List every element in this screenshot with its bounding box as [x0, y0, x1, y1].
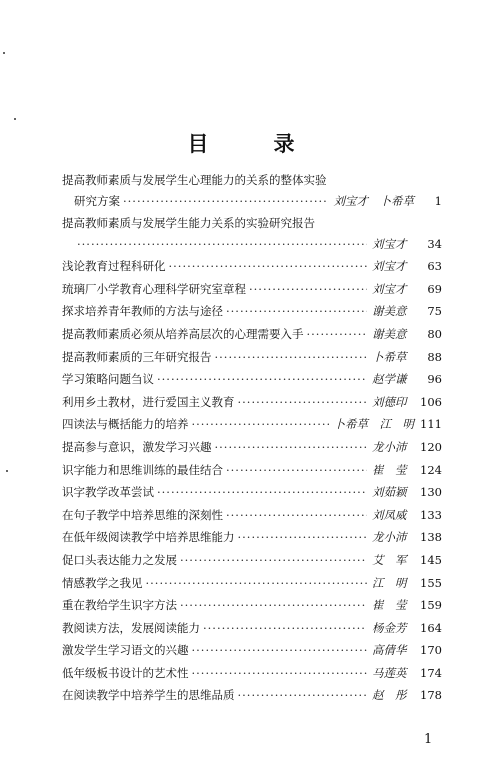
toc-entry-page: 170: [420, 643, 442, 658]
toc-entry-title: 四读法与概括能力的培养: [62, 417, 189, 432]
toc-entry-title: 情感教学之我见: [62, 575, 143, 590]
table-of-contents: [62, 170, 442, 707]
toc-entry-author: 高倩华: [372, 643, 407, 658]
toc-entry-title: 探求培养青年教师的方法与途径: [62, 304, 223, 319]
toc-leader: [215, 436, 368, 459]
toc-entry-author: 崔 莹: [372, 462, 407, 477]
toc-entry-title: 提高教师素质的三年研究报告: [62, 349, 212, 364]
toc-entry-page: 124: [420, 462, 442, 477]
toc-leader: [249, 278, 367, 301]
toc-entry-page: 138: [420, 530, 442, 545]
toc-entry-page: 145: [420, 552, 442, 567]
toc-leader: [238, 684, 368, 707]
toc-entry-author: 刘宝才: [372, 236, 407, 251]
page-number: 1: [424, 732, 433, 747]
toc-entry-author: 谢美意: [372, 304, 407, 319]
toc-entry-title: 激发学生学习语文的兴趣: [62, 643, 189, 658]
toc-entry-title: 学习策略问题刍议: [62, 372, 154, 387]
toc-entry: [62, 391, 442, 414]
toc-leader: [180, 549, 367, 572]
toc-leader: [238, 526, 368, 549]
toc-entry-page: 133: [420, 507, 442, 522]
toc-entry-author: 刘宝才: [372, 259, 407, 274]
toc-entry: [62, 504, 442, 527]
toc-leader: [180, 594, 367, 617]
toc-entry-author: 卜希草 江 明: [333, 417, 414, 432]
toc-entry: [62, 255, 442, 278]
toc-entry: [62, 459, 442, 482]
toc-entry: [62, 213, 442, 233]
toc-entry-page: 34: [427, 236, 442, 251]
toc-entry-title: 低年级板书设计的艺术性: [62, 665, 189, 680]
toc-entry-page: 155: [420, 575, 442, 590]
toc-leader: [169, 255, 368, 278]
toc-entry-title: 在低年级阅读教学中培养思维能力: [62, 530, 235, 545]
toc-leader: [226, 300, 367, 323]
toc-entry-author: 艾 军: [372, 552, 407, 567]
toc-entry: [62, 346, 442, 369]
toc-entry-author: 刘宝才 卜希草: [333, 194, 414, 208]
toc-entry-page: 111: [420, 417, 442, 432]
toc-entry-page: 88: [427, 349, 442, 364]
toc-entry-author: 龙小沛: [372, 530, 407, 545]
toc-entry-author: 刘茹颖: [372, 485, 407, 500]
toc-entry: [62, 639, 442, 662]
toc-entry-author: 刘宝才: [372, 281, 407, 296]
toc-entry-page: 63: [427, 259, 442, 274]
toc-leader: [238, 391, 368, 414]
toc-leader: [192, 662, 368, 685]
toc-entry-title: 研究方案: [74, 194, 120, 208]
toc-entry-title: 琉璃厂小学教育心理科学研究室章程: [62, 281, 246, 296]
toc-entry-title: 识字能力和思维训练的最佳结合: [62, 462, 223, 477]
toc-entry-author: 赵 彤: [372, 688, 407, 703]
toc-entry-title: 重在教给学生识字方法: [62, 598, 177, 613]
toc-entry-author: 刘德印: [372, 394, 407, 409]
toc-entry-page: 178: [420, 688, 442, 703]
toc-leader: [215, 346, 368, 369]
toc-leader: [226, 504, 367, 527]
toc-entry-title: 教阅读方法，发展阅读能力: [62, 620, 200, 635]
toc-entry: [62, 190, 442, 213]
toc-leader: [157, 481, 367, 504]
scan-speck: [14, 118, 16, 120]
toc-entry: [62, 526, 442, 549]
toc-entry-page: 174: [420, 665, 442, 680]
toc-leader: [146, 572, 368, 595]
toc-entry-title: 提高教师素质必须从培养高层次的心理需要入手: [62, 326, 304, 341]
page-title: 目 录: [187, 131, 317, 156]
toc-leader: [307, 323, 368, 346]
toc-entry-page: 130: [420, 485, 442, 500]
toc-entry: [62, 300, 442, 323]
toc-leader: [203, 617, 367, 640]
toc-entry-page: 120: [420, 439, 442, 454]
toc-entry: [62, 436, 442, 459]
toc-leader: [192, 413, 329, 436]
toc-entry: [62, 594, 442, 617]
toc-entry-author: 马莲英: [372, 665, 407, 680]
toc-entry: [62, 684, 442, 707]
scan-speck: [6, 470, 8, 472]
toc-entry: [62, 278, 442, 301]
toc-entry-page: 80: [427, 326, 442, 341]
toc-entry-page: 69: [427, 281, 442, 296]
toc-entry-author: 杨金芳: [372, 620, 407, 635]
toc-leader: [192, 639, 368, 662]
toc-leader: [226, 459, 367, 482]
toc-entry-author: 崔 莹: [372, 598, 407, 613]
toc-entry: [62, 549, 442, 572]
toc-leader: [77, 233, 367, 256]
toc-entry: [62, 572, 442, 595]
toc-entry: [62, 170, 442, 190]
toc-entry-author: 龙小沛: [372, 439, 407, 454]
toc-entry-author: 卜希草: [372, 349, 407, 364]
toc-entry-page: 1: [434, 194, 442, 208]
toc-entry-page: 159: [420, 598, 442, 613]
toc-entry: [62, 662, 442, 685]
toc-entry-page: 164: [420, 620, 442, 635]
toc-entry: [62, 323, 442, 346]
toc-entry-page: 75: [427, 304, 442, 319]
toc-entry-title: 利用乡土教材，进行爱国主义教育: [62, 394, 235, 409]
toc-entry: [62, 368, 442, 391]
toc-entry: [62, 617, 442, 640]
toc-leader: [123, 190, 329, 213]
toc-entry: [62, 233, 442, 256]
toc-entry-title: 浅论教育过程科研化: [62, 259, 166, 274]
toc-entry-title: 提高教师素质与发展学生心理能力的关系的整体实验: [62, 173, 327, 187]
toc-entry-title: 提高教师素质与发展学生能力关系的实验研究报告: [62, 215, 315, 230]
toc-entry-page: 106: [420, 394, 442, 409]
toc-entry-page: 96: [427, 372, 442, 387]
toc-entry-author: 刘凤威: [372, 507, 407, 522]
toc-entry: [62, 413, 442, 436]
toc-entry-title: 在阅读教学中培养学生的思维品质: [62, 688, 235, 703]
toc-entry: [62, 481, 442, 504]
toc-entry-author: 谢美意: [372, 326, 407, 341]
toc-entry-title: 提高参与意识，激发学习兴趣: [62, 439, 212, 454]
toc-entry-title: 在句子教学中培养思维的深刻性: [62, 507, 223, 522]
scan-speck: [3, 52, 5, 54]
toc-entry-title: 识字教学改革尝试: [62, 485, 154, 500]
toc-entry-author: 江 明: [372, 575, 407, 590]
toc-leader: [157, 368, 367, 391]
toc-entry-author: 赵学谦: [372, 372, 407, 387]
toc-entry-title: 促口头表达能力之发展: [62, 552, 177, 567]
